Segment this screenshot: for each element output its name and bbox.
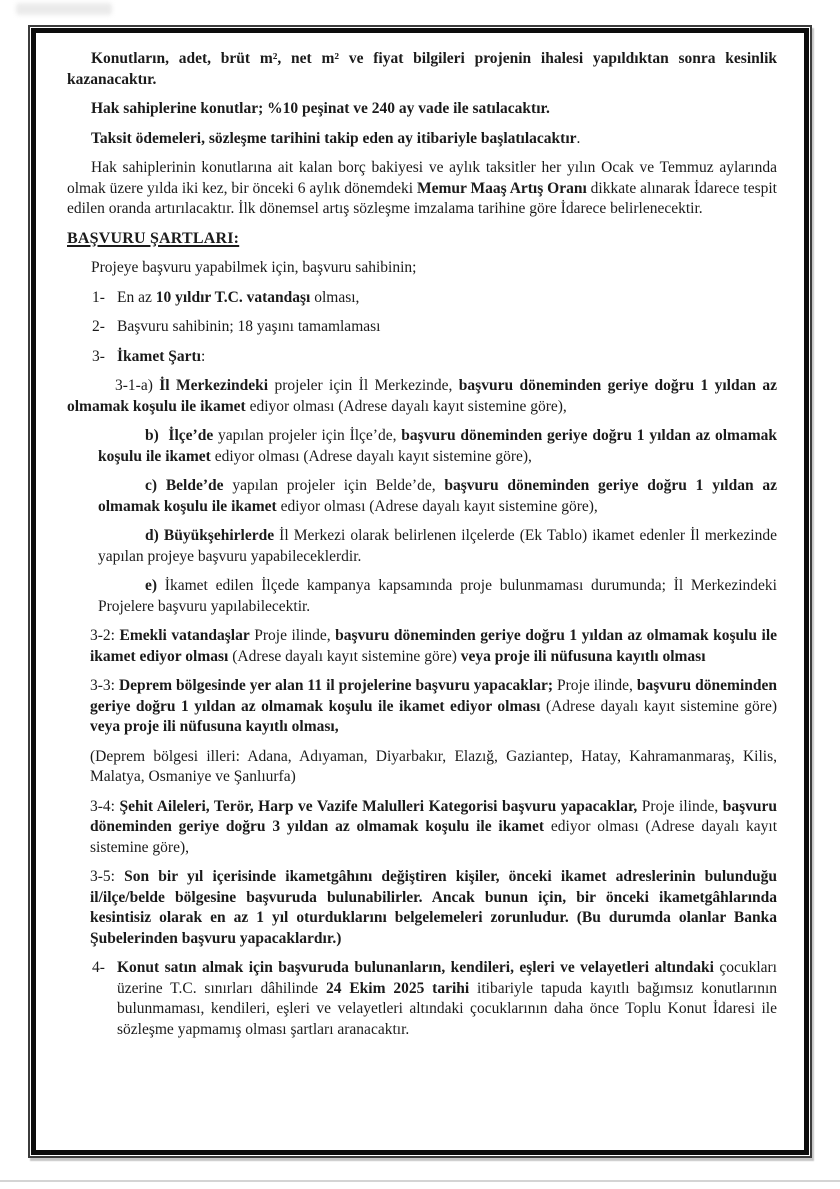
text-run: Konutların, adet, brüt m², net m² ve fiyat bilgileri projenin ihalesi yapıldıktan sonra kesinlik kazanacaktır. [67, 50, 777, 88]
list-item-text [117, 289, 359, 306]
paragraph-3-1-a-il-merkezi [67, 376, 777, 417]
text-run: Proje ilinde, [553, 677, 637, 694]
text-run: başvuru döneminden geriye doğru 1 yıldan az olmamak koşulu ile ikamet [98, 477, 777, 515]
text-run: 24 Ekim 2025 tarihi [325, 979, 470, 997]
text-run: başvuru döneminden geriye doğru 1 yıldan az olmamak koşulu ile ikamet ediyor olması [90, 627, 778, 665]
text-run: En az [117, 288, 156, 306]
text-run: . [576, 129, 581, 147]
text-run: projeler için İl Merkezinde, [268, 377, 459, 394]
text-run: Deprem bölgesinde yer alan 11 il projelerine başvuru yapacaklar; [118, 677, 554, 694]
text-run: ediyor olması (Adrese dayalı kayıt sistemine göre), [276, 497, 598, 515]
list-item-text [117, 348, 205, 365]
text-run: ediyor olması (Adrese dayalı kayıt sistemine göre), [245, 397, 567, 415]
text-run: yapılan projeler için Belde’de, [223, 477, 445, 494]
text-run: ediyor olması (Adrese dayalı kayıt sistemine göre), [210, 447, 532, 465]
scan-artifact-line [0, 1180, 840, 1182]
paragraph-3-1-e-kampanya [98, 576, 777, 617]
text-run: Konut satın almak için başvuruda bulunanların, kendileri, eşleri ve velayetleri altındaki [117, 959, 714, 976]
text-run: ediyor olması (Adrese dayalı kayıt sistemine göre), [90, 818, 777, 856]
list-number: 2- [92, 318, 105, 335]
paragraph-3-1-b-ilce [98, 426, 777, 467]
text-run: veya proje ili nüfusuna kayıtlı olması [460, 647, 706, 665]
section-heading-basvuru-sartlari [67, 229, 777, 250]
text-run: 10 yıldır T.C. vatandaşı [155, 288, 311, 306]
list-item-2-yas [92, 317, 777, 338]
text-run: yapılan projeler için İlçe’de, [213, 427, 402, 444]
paragraph-3-3-deprem-bolgesi [90, 676, 777, 738]
paragraph-3-4-sehit-aileleri [90, 797, 777, 859]
paragraph-3-5-ikametgah-degisikligi [90, 867, 777, 949]
text-run: Şehit Aileleri, Terör, Harp ve Vazife Malulleri Kategorisi başvuru yapacaklar, [119, 797, 638, 815]
text-run: 3-3: [90, 677, 119, 694]
text-run: itibariyle tapuda kayıtlı bağımsız konutlarının bulunmaması, kendileri, eşleri ve velayetleri altındaki çocuklarının daha önce Toplu Konut İdaresi ile sözleşme yapmamış olması şartları aranacaktır. [117, 979, 777, 1038]
text-run: 3-1-a) [115, 377, 160, 394]
text-run: c) Belde’de [145, 477, 224, 494]
text-run: İkamet edilen İlçede kampanya kapsamında proje bulunmaması durumunda; İl Merkezindeki Projelere başvuru yapılabilecektir. [98, 577, 777, 615]
paragraph-projeye-basvuru [67, 258, 777, 279]
paragraph-3-2-emekli [90, 626, 777, 667]
list-number: 4- [92, 959, 105, 976]
text-run: çocukları üzerine T.C. sınırları dâhilinde [117, 959, 777, 997]
text-run: 3-4: [90, 797, 120, 815]
list-number: 3- [92, 347, 105, 365]
text-run: Proje ilinde, [637, 797, 723, 815]
text-run: 3-2: [90, 627, 120, 644]
paragraph-3-1-d-buyuksehir [98, 526, 777, 567]
paragraph-borc-bakiyesi [67, 158, 777, 220]
document-body [31, 28, 809, 1155]
list-number: 1- [92, 288, 105, 306]
text-run: 3-5: [90, 868, 125, 885]
paragraph-konut-bilgileri [67, 49, 777, 90]
paragraph-taksit-odemeleri [67, 129, 777, 150]
text-run: başvuru döneminden geriye doğru 1 yıldan az olmamak koşulu ile ikamet ediyor olması [90, 677, 777, 715]
list-item-text [117, 318, 380, 335]
text-run: başvuru döneminden geriye doğru 3 yıldan az olmamak koşulu ile ikamet [90, 797, 777, 835]
list-item-3-ikamet-sarti [92, 347, 777, 368]
text-run: Memur Maaş Artış Oranı [416, 179, 587, 197]
list-item-1-vatandaslik [92, 288, 777, 309]
text-run: Taksit ödemeleri, sözleşme tarihini takip eden ay itibariyle başlatılacaktır [91, 129, 577, 147]
list-item-text [117, 959, 777, 1038]
text-run: (Deprem bölgesi illeri: Adana, Adıyaman, Diyarbakır, Elazığ, Gaziantep, Hatay, Kahramanmaraş, Kilis, Malatya, Osmaniye ve Şanlıurfa) [90, 747, 777, 785]
paragraph-hak-sahiplerine [67, 99, 777, 120]
text-run: e) [145, 577, 158, 594]
text-run: Hak sahiplerine konutlar; %10 peşinat ve 240 ay vade ile satılacaktır. [91, 100, 550, 117]
text-run: İl Merkezindeki [159, 377, 269, 394]
text-run: başvuru döneminden geriye doğru 1 yıldan az olmamak koşulu ile ikamet [67, 377, 777, 415]
text-run: olması, [310, 288, 360, 306]
text-run: (Adrese dayalı kayıt sistemine göre) [540, 697, 777, 715]
text-run: Proje ilinde, [249, 627, 336, 644]
document-frame [28, 25, 812, 1158]
text-run: : [200, 347, 206, 365]
text-run: Hak sahiplerinin konutlarına ait kalan borç bakiyesi ve aylık taksitler her yılın Ocak ve Temmuz aylarında olmak üzere yılda iki kez, bir önceki 6 aylık dönemdeki [67, 159, 777, 197]
scan-artifact-smudge [16, 3, 112, 15]
text-run: d) Büyükşehirlerde [145, 527, 275, 544]
paragraph-deprem-il-listesi [90, 747, 777, 788]
text-run: Son bir yıl içerisinde ikametgâhını değiştiren kişiler, önceki ikamet adreslerinin bulunduğu il/ilçe/belde bölgesine başvuruda bulunabilirler. Ancak bunun için, bir önceki ikametgâhlarında kesintisiz olarak en az 1 yıl oturduklarını belgelemeleri zorunludur. (Bu durumda olanlar Banka Şubelerinden başvuru yapacaklardır.) [90, 868, 778, 947]
text-run: Emekli vatandaşlar [119, 627, 250, 644]
text-run: veya proje ili nüfusuna kayıtlı olması, [90, 718, 339, 735]
text-run: dikkate alınarak İdarece tespit edilen oranda artırılacaktır. İlk dönemsel artış sözleşme imzalama tarihine göre İdarece belirlenecektir. [67, 179, 777, 217]
text-run: BAŞVURU ŞARTLARI: [67, 229, 240, 247]
text-run: İkamet Şartı [117, 347, 201, 365]
paragraph-3-1-c-belde [98, 476, 777, 517]
text-run: Başvuru sahibinin; 18 yaşını tamamlaması [117, 318, 381, 335]
text-run: İl Merkezi olarak belirlenen ilçelerde (Ek Tablo) ikamet edenler İl merkezinde yapılan projeye başvuru yapabileceklerdir. [98, 527, 777, 565]
text-run: b) İlçe’de [145, 427, 214, 444]
list-item-4-tapu-sarti [92, 958, 777, 1040]
text-run: (Adrese dayalı kayıt sistemine göre) [228, 647, 461, 665]
text-run: başvuru döneminden geriye doğru 1 yıldan az olmamak koşulu ile ikamet [98, 427, 777, 465]
text-run: Projeye başvuru yapabilmek için, başvuru sahibinin; [91, 259, 417, 276]
